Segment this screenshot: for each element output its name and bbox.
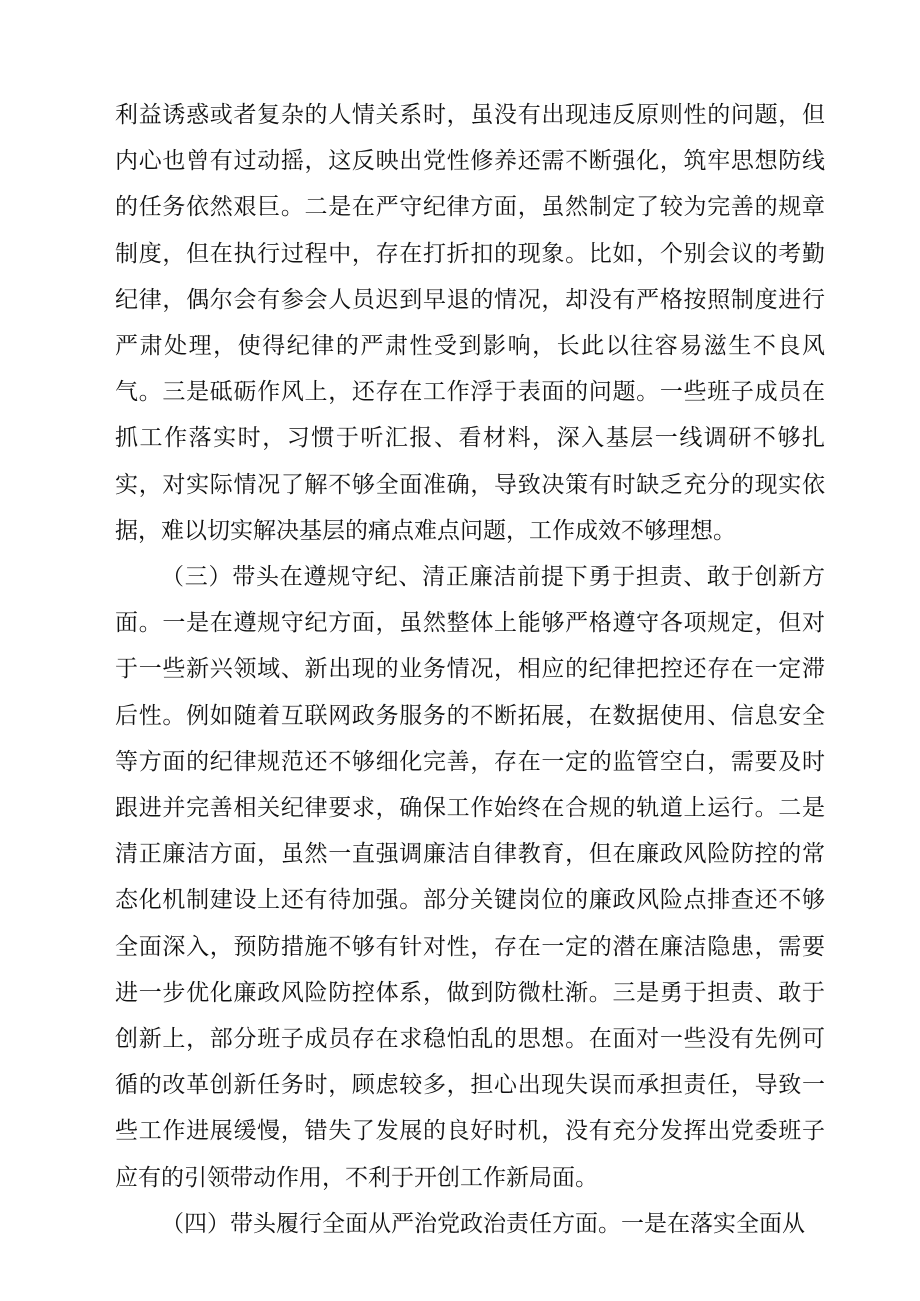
paragraph-continuation: 利益诱惑或者复杂的人情关系时，虽没有出现违反原则性的问题，但内心也曾有过动摇，这反映出党性修养还需不断强化，筑牢思想防线的任务依然艰巨。二是在严守纪律方面，虽然制定了较为完善的规章制度，但在执行过程中，存在打折扣的现象。比如，个别会议的考勤纪律，偶尔会有参会人员迟到早退的情况，却没有严格按照制度进行严肃处理，使得纪律的严肃性受到影响，长此以往容易滋生不良风气。三是砥砺作风上，还存在工作浮于表面的问题。一些班子成员在抓工作落实时，习惯于听汇报、看材料，深入基层一线调研不够扎实，对实际情况了解不够全面准确，导致决策有时缺乏充分的现实依据，难以切实解决基层的痛点难点问题，工作成效不够理想。 <box>115 102 825 544</box>
paragraph-section-four: （四）带头履行全面从严治党政治责任方面。一是在落实全面从 <box>161 1210 805 1237</box>
document-body <box>115 92 825 1247</box>
paragraph-section-three: （三）带头在遵规守纪、清正廉洁前提下勇于担责、敢于创新方面。一是在遵规守纪方面，虽然整体上能够严格遵守各项规定，但对于一些新兴领域、新出现的业务情况，相应的纪律把控还存在一定滞后性。例如随着互联网政务服务的不断拓展，在数据使用、信息安全等方面的纪律规范还不够细化完善，存在一定的监管空白，需要及时跟进并完善相关纪律要求，确保工作始终在合规的轨道上运行。二是清正廉洁方面，虽然一直强调廉洁自律教育，但在廉政风险防控的常态化机制建设上还有待加强。部分关键岗位的廉政风险点排查还不够全面深入，预防措施不够有针对性，存在一定的潜在廉洁隐患，需要进一步优化廉政风险防控体系，做到防微杜渐。三是勇于担责、敢于创新上，部分班子成员存在求稳怕乱的思想。在面对一些没有先例可循的改革创新任务时，顾虑较多，担心出现失误而承担责任，导致一些工作进展缓慢，错失了发展的良好时机，没有充分发挥出党委班子应有的引领带动作用，不利于开创工作新局面。 <box>115 564 825 1191</box>
